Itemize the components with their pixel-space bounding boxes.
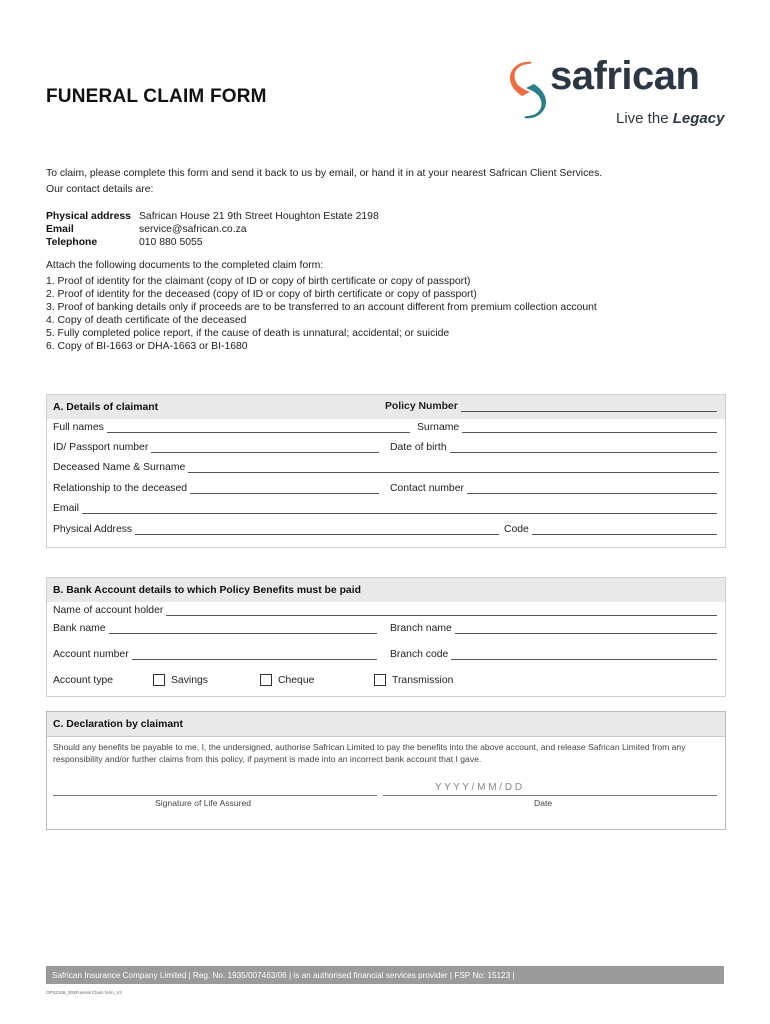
- deceased-name-field[interactable]: Deceased Name & Surname: [53, 462, 719, 473]
- date-of-birth-field[interactable]: Date of birth: [390, 442, 717, 453]
- transmission-checkbox[interactable]: Transmission: [374, 674, 453, 686]
- footer-bar: Safrican Insurance Company Limited | Reg. No. 1935/007463/06 | is an authorised financial services provider | FSP No: 15123 |: [46, 966, 724, 984]
- cheque-checkbox[interactable]: Cheque: [260, 674, 314, 686]
- contact-row: Email service@safrican.co.za: [46, 224, 247, 235]
- intro-text: [46, 166, 602, 198]
- signature-line[interactable]: [53, 794, 377, 796]
- intro-line-1: To claim, please complete this form and send it back to us by email, or hand it in at your nearest Safrican Client Services.: [46, 168, 603, 179]
- section-b-title: B. Bank Account details to which Policy Benefits must be paid: [53, 584, 361, 596]
- section-c-declaration: [46, 711, 726, 830]
- branch-code-field[interactable]: Branch code: [390, 649, 717, 660]
- section-b-bank: [46, 577, 726, 697]
- bank-name-field[interactable]: Bank name: [53, 623, 377, 634]
- email-field[interactable]: Email: [53, 503, 717, 514]
- required-documents: [46, 259, 597, 353]
- documents-heading: Attach the following documents to the completed claim form:: [46, 260, 324, 271]
- contact-number-field[interactable]: Contact number: [390, 483, 717, 494]
- section-a-header: [47, 395, 725, 419]
- account-number-field[interactable]: Account number: [53, 649, 377, 660]
- savings-checkbox[interactable]: Savings: [153, 674, 208, 686]
- date-mask: Y Y Y Y / M M / D D: [435, 782, 523, 793]
- policy-number-field[interactable]: Policy Number: [385, 401, 717, 412]
- safrican-mark-icon: [508, 60, 548, 120]
- contact-row: Telephone 010 880 5055: [46, 237, 203, 248]
- section-b-header: [47, 578, 725, 602]
- checkbox-icon: [153, 674, 165, 686]
- section-c-header: [47, 712, 725, 737]
- declaration-text: Should any benefits be payable to me, I, the undersigned, authorise Safrican Limited to pay the benefits into the above account, and release Safrican Limited from any responsibility and/or further claims from this policy, if payment is made into an incorrect bank account that I gave.: [53, 742, 686, 764]
- document-item: 2. Proof of identity for the deceased (copy of ID or copy of birth certificate or copy of passport): [46, 289, 477, 300]
- document-item: 4. Copy of death certificate of the deceased: [46, 315, 247, 326]
- account-type-label: Account type: [53, 675, 114, 686]
- account-holder-field[interactable]: Name of account holder: [53, 605, 717, 616]
- checkbox-icon: [260, 674, 272, 686]
- safrican-logo: [508, 54, 730, 132]
- logo-tagline: Live the Legacy: [616, 110, 725, 127]
- document-item: 6. Copy of BI-1663 or DHA-1663 or BI-1680: [46, 341, 248, 352]
- surname-field[interactable]: Surname: [417, 422, 717, 433]
- branch-name-field[interactable]: Branch name: [390, 623, 717, 634]
- id-passport-field[interactable]: ID/ Passport number: [53, 442, 379, 453]
- code-field[interactable]: Code: [504, 524, 717, 535]
- date-line[interactable]: [383, 794, 717, 796]
- contact-row: Physical address Safrican House 21 9th Street Houghton Estate 2198: [46, 211, 379, 222]
- section-c-title: C. Declaration by claimant: [53, 718, 183, 730]
- document-item: 3. Proof of banking details only if proceeds are to be transferred to an account different from premium collection account: [46, 302, 597, 313]
- physical-address-field[interactable]: Physical Address: [53, 524, 499, 535]
- relationship-field[interactable]: Relationship to the deceased: [53, 483, 379, 494]
- section-a-claimant: [46, 394, 726, 548]
- document-item: 5. Fully completed police report, if the cause of death is unnatural; accidental; or suicide: [46, 328, 450, 339]
- document-item: 1. Proof of identity for the claimant (copy of ID or copy of birth certificate or copy of passport): [46, 276, 471, 287]
- checkbox-icon: [374, 674, 386, 686]
- logo-wordmark: safrican: [550, 54, 700, 98]
- form-title: FUNERAL CLAIM FORM: [46, 86, 267, 107]
- contact-details: [46, 210, 379, 249]
- section-a-title: A. Details of claimant: [53, 401, 159, 413]
- signature-label: Signature of Life Assured: [155, 798, 252, 808]
- intro-line-2: Our contact details are:: [46, 184, 154, 195]
- date-label: Date: [534, 798, 553, 808]
- form-reference: OPS2106_003Funeral Claim form_V2: [46, 990, 122, 995]
- full-names-field[interactable]: Full names: [53, 422, 410, 433]
